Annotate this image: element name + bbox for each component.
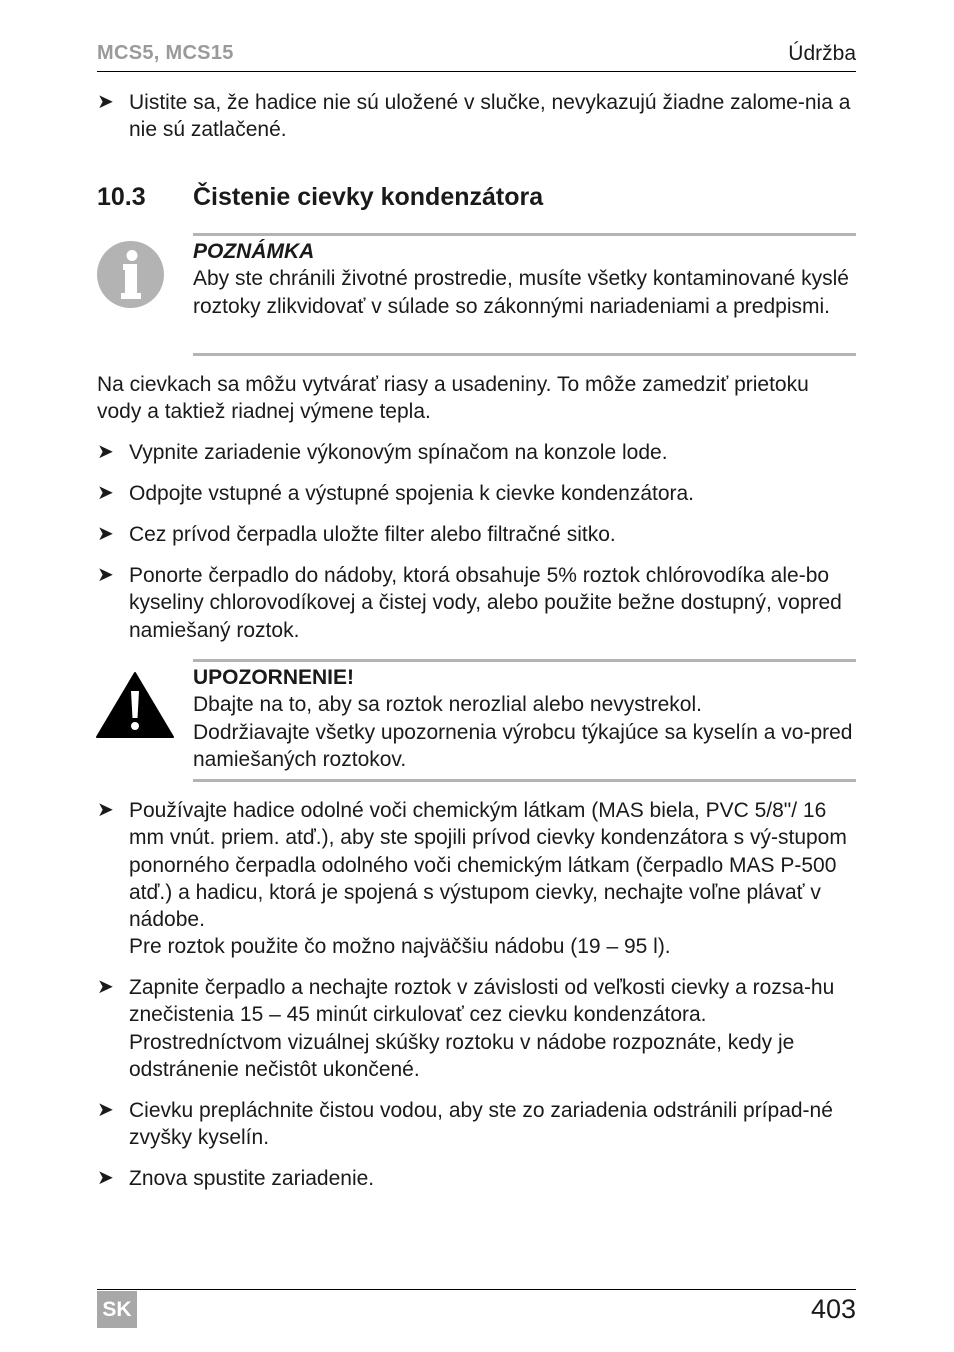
list-item-text: Ponorte čerpadlo do nádoby, ktorá obsahuje 5% roztok chlórovodíka ale-bo kyseliny chlorovodíkovej a čistej vody, alebo použite bežne dostupný, vopred namiešaný roztok. — [129, 564, 842, 642]
list-item — [97, 797, 856, 961]
note-top-rule — [193, 233, 856, 236]
body-paragraph: Na cievkach sa môžu vytvárať riasy a usadeniny. To môže zamedziť prietoku vody a taktiež riadnej výmene tepla. — [97, 373, 809, 424]
bullet-arrow-icon: ➤ — [97, 976, 114, 998]
list-item-text: Cievku prepláchnite čistou vodou, aby ste zo zariadenia odstránili prípad-né zvyšky kyselín. — [129, 1099, 833, 1150]
section-number: 10.3 — [97, 183, 146, 211]
header-chapter: Údržba — [788, 42, 856, 65]
warning-bottom-rule — [193, 779, 856, 782]
bullet-arrow-icon: ➤ — [97, 523, 114, 545]
warning-title: UPOZORNENIE! — [193, 666, 355, 689]
note-title: POZNÁMKA — [193, 240, 315, 263]
list-item — [97, 1165, 856, 1192]
language-badge: SK — [97, 1291, 137, 1328]
bullet-arrow-icon: ➤ — [97, 1167, 114, 1189]
page-number: 403 — [810, 1294, 856, 1324]
bullet-arrow-icon: ➤ — [97, 564, 114, 586]
list-item — [97, 1097, 856, 1152]
list-item — [97, 439, 856, 466]
list-item — [97, 521, 856, 548]
note-box — [193, 238, 856, 320]
bullet-arrow-icon: ➤ — [97, 482, 114, 504]
list-item — [97, 480, 856, 507]
warning-line: Dodržiavajte všetky upozornenia výrobcu týkajúce sa kyselín a vo-pred namiešaných roztokov. — [193, 720, 853, 771]
note-bottom-rule — [193, 353, 856, 356]
bullet-arrow-icon: ➤ — [97, 1099, 114, 1121]
bullet-arrow-icon: ➤ — [97, 91, 114, 113]
bullet-arrow-icon: ➤ — [97, 441, 114, 463]
list-item-extra: Prostredníctvom vizuálnej skúšky roztoku v nádobe rozpoznáte, kedy je odstránenie nečistôt ukončené. — [129, 1030, 795, 1081]
warning-box — [193, 664, 856, 773]
header-model: MCS5, MCS15 — [97, 42, 234, 64]
info-icon — [97, 241, 164, 308]
list-item-text: Odpojte vstupné a výstupné spojenia k cievke kondenzátora. — [129, 482, 695, 505]
header-divider — [97, 71, 856, 72]
footer-divider — [97, 1289, 856, 1290]
warning-line: Dbajte na to, aby sa roztok nerozlial alebo nevystrekol. — [193, 693, 702, 717]
bullet-arrow-icon: ➤ — [97, 799, 114, 821]
list-item — [97, 89, 856, 144]
note-body: Aby ste chránili životné prostredie, musíte všetky kontaminované kyslé roztoky zlikvidovať v súlade so zákonnými nariadeniami a predpismi. — [193, 267, 849, 318]
list-item-text: Cez prívod čerpadla uložte filter alebo filtračné sitko. — [129, 523, 616, 546]
list-item-extra: Pre roztok použite čo možno najväčšiu nádobu (19 – 95 l). — [129, 935, 671, 959]
list-item-text: Používajte hadice odolné voči chemickým látkam (MAS biela, PVC 5/8"/ 16 mm vnút. priem. atď.), aby ste spojili prívod cievky kondenzátora s vý-stupom ponorného čerpadla odolného voči chemickým látkam (čerpadlo MAS P-500 atď.) a hadicu, ktorá je spojená s výstupom cievky, nechajte voľne plávať v nádobe. — [129, 799, 847, 932]
list-item-text: Uistite sa, že hadice nie sú uložené v slučke, nevykazujú žiadne zalome-nia a nie sú zatlačené. — [129, 91, 851, 142]
section-title: Čistenie cievky kondenzátora — [193, 183, 544, 211]
list-item-text: Vypnite zariadenie výkonovým spínačom na konzole lode. — [129, 441, 668, 464]
list-item — [97, 974, 856, 1083]
warning-triangle-icon — [96, 671, 174, 738]
list-item — [97, 562, 856, 644]
list-item-text: Zapnite čerpadlo a nechajte roztok v závislosti od veľkosti cievky a rozsa-hu znečistenia 15 – 45 minút cirkulovať cez cievku kondenzátora. — [129, 976, 835, 1027]
section-heading — [97, 183, 543, 212]
list-item-text: Znova spustite zariadenie. — [129, 1167, 375, 1190]
warning-top-rule — [193, 659, 856, 662]
